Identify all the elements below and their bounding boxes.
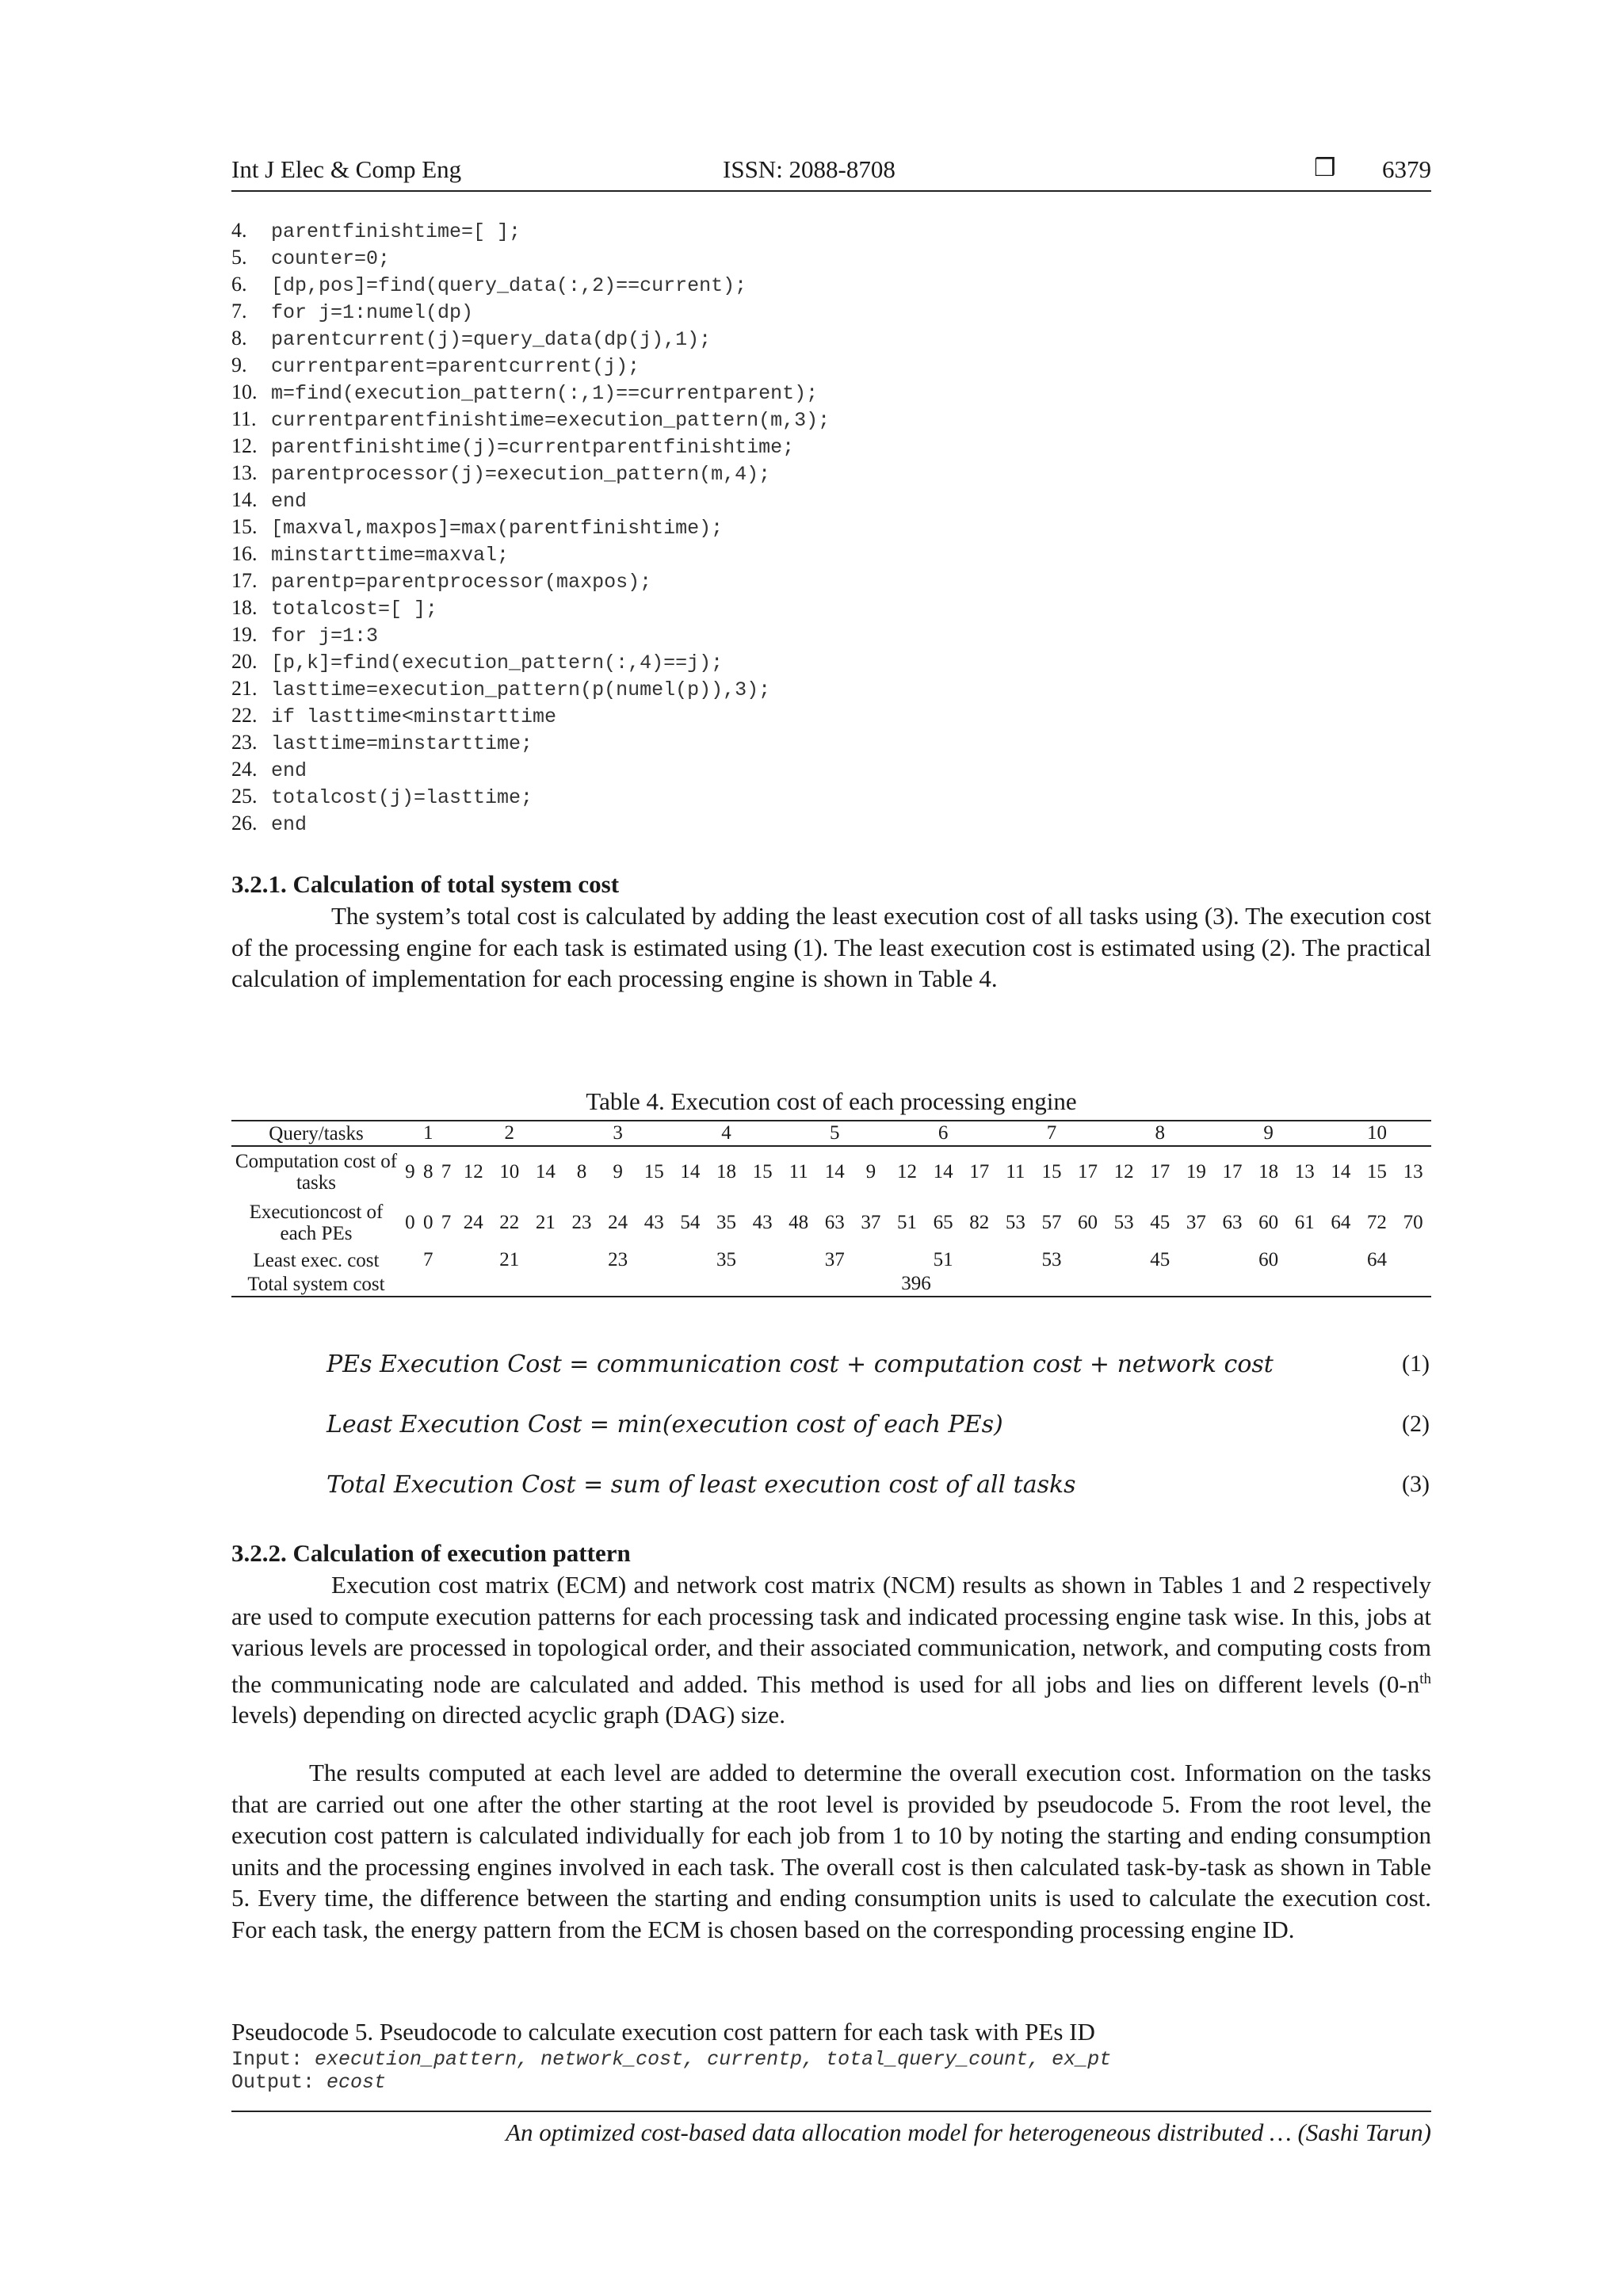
code-line (231, 352, 1431, 379)
table-cell: 45 (1150, 1212, 1170, 1233)
table-cell-least: 51 (933, 1249, 953, 1270)
table-header-label: Query/tasks (231, 1121, 401, 1146)
code-line (231, 487, 1431, 514)
code-line (231, 433, 1431, 460)
table-cell: 43 (752, 1212, 773, 1233)
table-cell-least: 37 (824, 1249, 845, 1270)
code-line-number: 20. (231, 650, 258, 673)
code-line-number: 26. (231, 812, 258, 835)
code-line-number: 12. (231, 434, 258, 457)
code-line-text: currentparentfinishtime=execution_pattern(m,3); (271, 409, 831, 432)
code-line (231, 298, 1431, 325)
equation-3-number: (3) (1402, 1471, 1430, 1497)
code-line (231, 594, 1431, 621)
table-cell: 7 (441, 1161, 452, 1182)
code-line (231, 325, 1431, 352)
equation-3: Total Execution Cost = sum of least execution cost of all tasks (327, 1471, 1076, 1499)
code-line-number: 13. (231, 461, 258, 484)
code-line-text: [p,k]=find(execution_pattern(:,4)==j); (271, 651, 724, 674)
table-row-label: Computation cost of tasks (235, 1151, 398, 1194)
code-line-text: for j=1:3 (271, 625, 379, 648)
table-cell: 53 (1113, 1212, 1134, 1233)
table-cell: 14 (824, 1161, 845, 1182)
code-line (231, 217, 1431, 244)
code-line-number: 24. (231, 758, 258, 781)
section-322-paragraph-2: The results computed at each level are added to determine the overall execution cost. Information on the tasks that are carried out one after the other starting at the root level is provided by pseudocode 5. From the root level, the execution cost pattern is calculated individually for each job from 1 to 10 by noting the starting and ending consumption units and the processing engines involved in each task. The overall cost is then calculated task-by-task as shown in Table 5. Every time, the difference between the starting and ending consumption units is used to calculate the execution cost. For each task, the energy pattern from the ECM is chosen based on the corresponding processing engine ID. (231, 1759, 1431, 1943)
table-cell: 15 (1366, 1161, 1387, 1182)
table-cell: 17 (969, 1161, 990, 1182)
code-line-text: parentp=parentprocessor(maxpos); (271, 571, 652, 594)
table-cell: 64 (1331, 1212, 1351, 1233)
table-header-task: 2 (455, 1121, 563, 1146)
code-line-text: totalcost(j)=lasttime; (271, 786, 533, 809)
table-cell: 9 (613, 1161, 623, 1182)
table-row-least (231, 1248, 1431, 1272)
table-cell: 22 (499, 1212, 520, 1233)
running-footer: An optimized cost-based data allocation model for heterogeneous distributed … (Sashi Tarun) (231, 2111, 1431, 2147)
table-execution-cost (231, 1120, 1431, 1297)
code-line-number: 5. (231, 246, 247, 269)
square-box-icon: ❒ (1314, 154, 1336, 182)
section-322-paragraph-1: Execution cost matrix (ECM) and network cost matrix (NCM) results as shown in Tables 1 and 2 respectively are used to compute execution patterns for each processing task and indicated processing engine task wise. In this, jobs at various levels are processed in topological order, and their associated communication, network, and computing costs from the communicating node are calculated and added. This method is used for all jobs and lies on different levels ($0-n^{th}$ levels) depending on directed acyclic graph (DAG) size. (231, 1571, 1431, 1729)
table-cell-least: 35 (716, 1249, 736, 1270)
code-line (231, 567, 1431, 594)
table-cell: 63 (1222, 1212, 1243, 1233)
table-cell: 23 (571, 1212, 592, 1233)
table-row (231, 1146, 1431, 1198)
table-cell: 24 (463, 1212, 483, 1233)
code-line-number: 11. (231, 407, 257, 430)
code-line (231, 244, 1431, 271)
table-cell: 82 (969, 1212, 990, 1233)
table-header-row (231, 1121, 1431, 1146)
table-cell: 7 (441, 1212, 452, 1233)
code-line (231, 648, 1431, 675)
pseudocode-input: Input: execution_pattern, network_cost, currentp, total_query_count, ex_pt (231, 2048, 1112, 2071)
table-cell: 17 (1150, 1161, 1170, 1182)
table-row-label: Executioncost of each PEs (249, 1201, 384, 1244)
table-cell-least: 21 (499, 1249, 520, 1270)
code-line-number: 17. (231, 569, 258, 592)
table-cell: 12 (897, 1161, 917, 1182)
code-line-number: 19. (231, 623, 258, 646)
table-cell: 53 (1005, 1212, 1025, 1233)
table-cell: 70 (1403, 1212, 1423, 1233)
table-cell: 12 (463, 1161, 483, 1182)
table-header-task: 5 (781, 1121, 889, 1146)
equation-2: Least Execution Cost = min(execution cost of each PEs) (327, 1411, 1003, 1438)
table-cell: 51 (897, 1212, 917, 1233)
code-line-number: 7. (231, 300, 247, 323)
code-line (231, 783, 1431, 810)
table-cell: 11 (789, 1161, 808, 1182)
table-cell-least: 7 (422, 1249, 433, 1270)
table-cell: 0 (422, 1212, 433, 1233)
code-line (231, 810, 1431, 837)
table-cell: 57 (1041, 1212, 1062, 1233)
code-line-text: [dp,pos]=find(query_data(:,2)==current); (271, 274, 747, 297)
journal-name: Int J Elec & Comp Eng (231, 155, 462, 183)
table-cell-least: 23 (608, 1249, 628, 1270)
table-cell: 24 (608, 1212, 628, 1233)
table-cell: 43 (643, 1212, 664, 1233)
code-line-number: 8. (231, 327, 247, 350)
code-line (231, 541, 1431, 567)
code-line-number: 16. (231, 542, 258, 565)
table-cell: 13 (1403, 1161, 1423, 1182)
code-line-text: for j=1:numel(dp) (271, 301, 474, 324)
code-line-number: 9. (231, 353, 247, 376)
table-header-task: 3 (563, 1121, 672, 1146)
table-cell: 9 (405, 1161, 415, 1182)
code-line (231, 406, 1431, 433)
table-row-total (231, 1272, 1431, 1297)
code-line-number: 22. (231, 704, 258, 727)
table-cell: 21 (535, 1212, 556, 1233)
table-cell: 63 (824, 1212, 845, 1233)
table-cell: 54 (680, 1212, 701, 1233)
equation-1: PEs Execution Cost = communication cost + computation cost + network cost (327, 1350, 1274, 1378)
issn: ISSN: 2088-8708 (723, 155, 896, 183)
code-line-number: 15. (231, 515, 258, 538)
table-cell: 61 (1294, 1212, 1315, 1233)
code-line (231, 271, 1431, 298)
table-cell-least: 60 (1258, 1249, 1279, 1270)
table-header-task: 8 (1106, 1121, 1214, 1146)
code-line (231, 702, 1431, 729)
page-number: 6379 (1382, 155, 1431, 183)
code-line-text: lasttime=execution_pattern(p(numel(p)),3); (271, 678, 771, 701)
pseudocode-output: Output: ecost (231, 2071, 387, 2094)
code-line-text: end (271, 813, 307, 836)
table-header-task: 9 (1214, 1121, 1323, 1146)
table-cell-least: 53 (1041, 1249, 1062, 1270)
code-line-text: m=find(execution_pattern(:,1)==currentparent); (271, 382, 819, 405)
table-cell-least: 45 (1150, 1249, 1170, 1270)
table-cell: 15 (1041, 1161, 1062, 1182)
table-cell: 17 (1222, 1161, 1243, 1182)
table-row-label: Least exec. cost (253, 1249, 380, 1271)
table-cell: 18 (1258, 1161, 1279, 1182)
table-cell: 14 (680, 1161, 701, 1182)
table-cell-least: 64 (1367, 1249, 1387, 1270)
code-listing (231, 217, 1431, 837)
section-heading-322: 3.2.2. Calculation of execution pattern (231, 1539, 631, 1567)
code-line (231, 514, 1431, 541)
code-line-number: 14. (231, 488, 258, 511)
code-line-text: parentprocessor(j)=execution_pattern(m,4); (271, 463, 771, 486)
table-cell: 60 (1258, 1212, 1279, 1233)
table-cell: 37 (1186, 1212, 1206, 1233)
table-cell: 10 (499, 1161, 520, 1182)
table-cell: 14 (535, 1161, 556, 1182)
table-cell: 37 (861, 1212, 881, 1233)
table-cell: 0 (405, 1212, 415, 1233)
code-line-text: end (271, 759, 307, 782)
table-cell: 48 (789, 1212, 809, 1233)
table-cell: 14 (1331, 1161, 1351, 1182)
table-cell: 11 (1006, 1161, 1025, 1182)
code-line-number: 18. (231, 596, 258, 619)
table-cell: 14 (933, 1161, 953, 1182)
table-cell: 19 (1186, 1161, 1206, 1182)
table-cell: 60 (1078, 1212, 1098, 1233)
table-header-task: 1 (401, 1121, 455, 1146)
pseudocode-caption: Pseudocode 5. Pseudocode to calculate execution cost pattern for each task with PEs ID (231, 2018, 1095, 2046)
table-cell-total: 396 (901, 1273, 931, 1294)
code-line (231, 675, 1431, 702)
code-line-text: totalcost=[ ]; (271, 598, 438, 621)
table-cell: 13 (1294, 1161, 1315, 1182)
code-line-text: end (271, 490, 307, 513)
code-line-text: lasttime=minstarttime; (271, 732, 533, 755)
section-321-paragraph: The system’s total cost is calculated by adding the least execution cost of all tasks using (3). The execution cost of the processing engine for each task is estimated using (1). The least execution cost is estimated using (2). The practical calculation of implementation for each processing engine is shown in Table 4. (231, 902, 1431, 992)
code-line-number: 6. (231, 273, 247, 296)
table-cell: 15 (752, 1161, 773, 1182)
table-header-task: 4 (672, 1121, 781, 1146)
equation-1-number: (1) (1402, 1350, 1430, 1377)
table-cell: 65 (933, 1212, 953, 1233)
table-header-task: 6 (889, 1121, 998, 1146)
code-line-number: 23. (231, 731, 258, 754)
code-line-text: parentfinishtime=[ ]; (271, 220, 521, 243)
code-line (231, 460, 1431, 487)
table-header-task: 7 (998, 1121, 1106, 1146)
code-line (231, 729, 1431, 756)
code-line-number: 10. (231, 380, 258, 403)
code-line-text: counter=0; (271, 247, 391, 270)
section-heading-321: 3.2.1. Calculation of total system cost (231, 870, 620, 898)
table-cell: 72 (1366, 1212, 1387, 1233)
code-line-number: 4. (231, 219, 247, 242)
code-line-number: 21. (231, 677, 258, 700)
table-row (231, 1198, 1431, 1248)
table-cell: 9 (865, 1161, 876, 1182)
code-line-text: parentfinishtime(j)=currentparentfinishtime; (271, 436, 795, 459)
table-cell: 35 (716, 1212, 736, 1233)
table-row-label: Total system cost (247, 1273, 385, 1295)
table-cell: 18 (716, 1161, 736, 1182)
table-cell: 8 (422, 1161, 433, 1182)
table-header-task: 10 (1323, 1121, 1431, 1146)
code-line-text: minstarttime=maxval; (271, 544, 510, 567)
table-cell: 8 (576, 1161, 587, 1182)
code-line (231, 756, 1431, 783)
code-line-text: if lasttime<minstarttime (271, 705, 557, 728)
equation-2-number: (2) (1402, 1411, 1430, 1437)
table-cell: 17 (1078, 1161, 1098, 1182)
code-line-number: 25. (231, 785, 258, 808)
code-line (231, 621, 1431, 648)
code-line (231, 379, 1431, 406)
code-line-text: parentcurrent(j)=query_data(dp(j),1); (271, 328, 712, 351)
code-line-text: [maxval,maxpos]=max(parentfinishtime); (271, 517, 724, 540)
table-cell: 12 (1113, 1161, 1134, 1182)
running-header (231, 155, 1431, 192)
table-caption: Table 4. Execution cost of each processing engine (586, 1087, 1077, 1115)
table-cell: 15 (643, 1161, 664, 1182)
code-line-text: currentparent=parentcurrent(j); (271, 355, 640, 378)
